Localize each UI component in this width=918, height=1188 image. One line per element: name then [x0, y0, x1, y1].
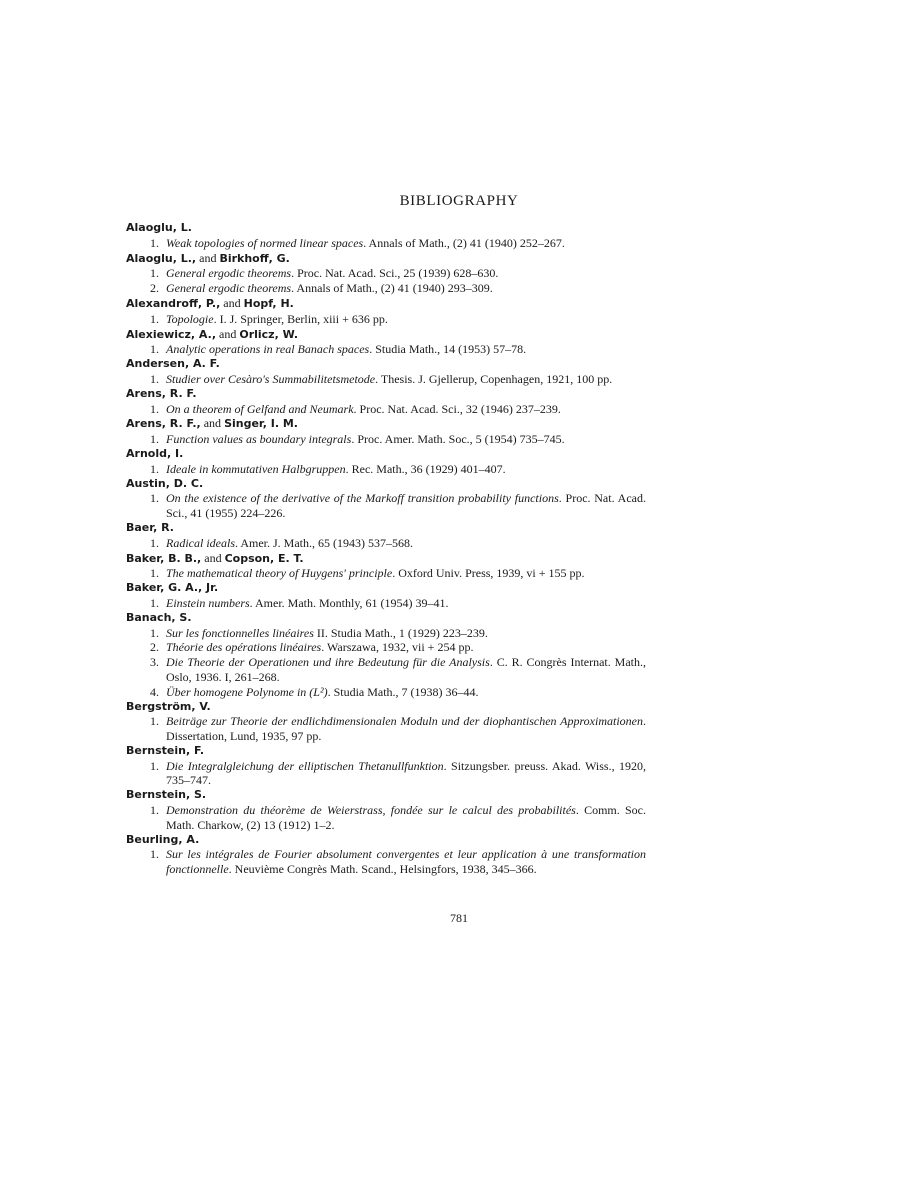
- author-name: Baker, G. A., Jr.: [126, 581, 219, 595]
- bib-entry: [126, 296, 646, 327]
- work-item: [126, 312, 646, 327]
- work-citation: . Proc. Nat. Acad. Sci., 32 (1946) 237–239.: [353, 401, 561, 416]
- work-item: [126, 342, 646, 357]
- work-title: On the existence of the derivative of the Markoff transition probability functions: [166, 491, 559, 506]
- work-item: [126, 596, 646, 611]
- author-name: Singer, I. M.: [224, 417, 298, 431]
- bib-entry: [126, 447, 646, 477]
- work-title: Radical ideals: [166, 535, 235, 550]
- entry-author: [126, 327, 646, 343]
- work-item: [126, 402, 646, 417]
- entry-author: [126, 833, 646, 848]
- work-item: [126, 281, 646, 296]
- bib-entry: [126, 477, 646, 521]
- work-number: 1.: [150, 491, 159, 506]
- author-name: Baer, R.: [126, 520, 174, 534]
- work-item: [126, 626, 646, 641]
- work-title: Function values as boundary integrals: [166, 432, 352, 447]
- work-number: 1.: [150, 595, 159, 610]
- entry-author: [126, 387, 646, 402]
- bib-entry: [126, 221, 646, 251]
- author-name: Austin, D. C.: [126, 476, 204, 490]
- author-connector: and: [216, 326, 240, 341]
- work-item: [126, 685, 646, 700]
- author-connector: and: [220, 295, 244, 310]
- author-name: Banach, S.: [126, 610, 192, 624]
- bib-entry: [126, 833, 646, 877]
- work-title: Über homogene Polynome in (L²): [166, 684, 328, 699]
- work-title: Topologie: [166, 311, 214, 326]
- entry-author: [126, 447, 646, 462]
- work-citation: . Annals of Math., (2) 41 (1940) 293–309.: [291, 281, 493, 296]
- author-name: Alexandroff, P.,: [126, 296, 221, 310]
- work-citation: . Rec. Math., 36 (1929) 401–407.: [345, 461, 506, 476]
- author-connector: and: [200, 416, 225, 431]
- work-number: 1.: [150, 566, 159, 581]
- work-title: On a theorem of Gelfand and Neumark: [166, 401, 354, 416]
- author-name: Bernstein, F.: [126, 743, 205, 757]
- work-citation: . Proc. Nat. Acad. Sci., 25 (1939) 628–630.: [291, 266, 499, 281]
- author-name: Bergström, V.: [126, 699, 211, 713]
- author-name: Hopf, H.: [243, 296, 294, 310]
- entry-author: [126, 251, 646, 267]
- work-citation: . Studia Math., 14 (1953) 57–78.: [369, 342, 527, 357]
- work-number: 1.: [150, 235, 159, 250]
- work-number: 1.: [150, 847, 159, 862]
- work-number: 1.: [150, 401, 159, 416]
- work-citation: . Dissertation, Lund, 1935, 97 pp.: [166, 714, 646, 744]
- work-citation: . Warszawa, 1932, vii + 254 pp.: [321, 640, 474, 655]
- work-title: Einstein numbers: [166, 595, 250, 610]
- author-connector: and: [196, 250, 220, 265]
- author-name: Orlicz, W.: [239, 327, 299, 341]
- page-title: BIBLIOGRAPHY: [399, 193, 519, 209]
- entry-author: [126, 221, 646, 236]
- entry-author: [126, 611, 646, 626]
- work-number: 1.: [150, 535, 159, 550]
- entry-author: [126, 477, 646, 492]
- bib-entry: [126, 387, 646, 417]
- work-citation: II. Studia Math., 1 (1929) 223–239.: [313, 625, 488, 640]
- work-citation: . Studia Math., 7 (1938) 36–44.: [327, 684, 479, 699]
- bib-entry: [126, 744, 646, 788]
- work-title: Analytic operations in real Banach spaces: [166, 342, 370, 357]
- bib-entry: [126, 611, 646, 700]
- entry-author: [126, 521, 646, 536]
- work-item: [126, 847, 646, 877]
- work-item: [126, 803, 646, 833]
- author-name: Alaoglu, L.: [126, 221, 192, 234]
- work-citation: . Oxford Univ. Press, 1939, vi + 155 pp.: [392, 566, 585, 581]
- work-number: 1.: [150, 461, 159, 476]
- work-item: [126, 536, 646, 551]
- work-number: 1.: [150, 714, 159, 729]
- work-number: 1.: [150, 803, 159, 818]
- author-connector: and: [201, 550, 225, 565]
- bib-entry: [126, 551, 646, 582]
- work-number: 1.: [150, 758, 159, 773]
- work-title: Sur les fonctionnelles linéaires: [166, 625, 314, 640]
- bib-entry: [126, 416, 646, 447]
- work-citation: . Proc. Amer. Math. Soc., 5 (1954) 735–745.: [351, 432, 565, 447]
- work-title: Théorie des opérations linéaires: [166, 640, 322, 655]
- bib-entry: [126, 700, 646, 744]
- author-name: Arens, R. F.: [126, 386, 197, 400]
- work-title: Die Theorie der Operationen und ihre Bedeutung für die Analysis: [166, 655, 490, 670]
- author-name: Arnold, I.: [126, 446, 184, 460]
- work-number: 1.: [150, 266, 159, 281]
- work-number: 2.: [150, 281, 159, 296]
- work-citation: . C. R. Congrès Internat. Math., Oslo, 1936. I, 261–268.: [166, 655, 647, 684]
- work-citation: . I. J. Springer, Berlin, xiii + 636 pp.: [213, 311, 388, 326]
- entry-author: [126, 551, 646, 567]
- entry-author: [126, 700, 646, 715]
- entry-author: [126, 788, 646, 803]
- work-title: Beiträge zur Theorie der endlichdimensionalen Moduln und der diophantischen Approximationen: [166, 714, 643, 729]
- work-citation: . Amer. J. Math., 65 (1943) 537–568.: [235, 535, 413, 550]
- work-number: 3.: [150, 655, 159, 670]
- work-item: [126, 759, 646, 789]
- work-title: Sur les intégrales de Fourier absolument convergentes et leur application à une transformation fonctionnelle: [166, 847, 646, 877]
- entry-author: [126, 581, 646, 596]
- work-citation: . Sitzungsber. preuss. Akad. Wiss., 1920, 735–747.: [166, 758, 647, 788]
- bib-entry: [126, 357, 646, 387]
- bib-entry: [126, 581, 646, 611]
- work-citation: . Annals of Math., (2) 41 (1940) 252–267.: [363, 235, 565, 250]
- entry-author: [126, 416, 646, 432]
- work-citation: . Thesis. J. Gjellerup, Copenhagen, 1921, 100 pp.: [375, 371, 613, 386]
- work-number: 1.: [150, 311, 159, 326]
- work-item: [126, 236, 646, 251]
- author-name: Arens, R. F.,: [126, 417, 201, 431]
- work-title: General ergodic theorems: [166, 281, 292, 296]
- author-name: Bernstein, S.: [126, 788, 207, 802]
- work-title: Die Integralgleichung der elliptischen Thetanullfunktion: [166, 758, 444, 773]
- work-number: 1.: [150, 625, 159, 640]
- work-item: [126, 491, 646, 521]
- work-item: [126, 372, 646, 387]
- entry-author: [126, 744, 646, 759]
- work-number: 4.: [150, 684, 159, 699]
- work-item: [126, 640, 646, 655]
- work-title: Demonstration du théorème de Weierstrass, fondée sur le calcul des probabilités: [166, 803, 576, 818]
- work-number: 1.: [150, 371, 159, 386]
- work-number: 1.: [150, 432, 159, 447]
- work-title: The mathematical theory of Huygens' principle: [166, 566, 393, 581]
- work-number: 2.: [150, 640, 159, 655]
- work-title: Studier over Cesàro's Summabilitetsmetode: [166, 371, 376, 386]
- work-number: 1.: [150, 342, 159, 357]
- work-citation: . Comm. Soc. Math. Charkow, (2) 13 (1912) 1–2.: [166, 803, 647, 832]
- entry-author: [126, 357, 646, 372]
- work-item: [126, 266, 646, 281]
- work-citation: . Amer. Math. Monthly, 61 (1954) 39–41.: [249, 595, 449, 610]
- work-item: [126, 432, 646, 447]
- work-item: [126, 714, 646, 744]
- author-name: Andersen, A. F.: [126, 357, 220, 371]
- work-item: [126, 655, 646, 685]
- bib-entry: [126, 251, 646, 296]
- page-number: 781: [450, 911, 468, 925]
- work-title: General ergodic theorems: [166, 266, 292, 281]
- author-name: Alexiewicz, A.,: [126, 327, 217, 341]
- author-name: Alaoglu, L.,: [126, 251, 197, 265]
- entry-author: [126, 296, 646, 312]
- bib-entry: [126, 327, 646, 358]
- author-name: Beurling, A.: [126, 832, 200, 846]
- work-citation: . Neuvième Congrès Math. Scand., Helsingfors, 1938, 345–366.: [228, 862, 537, 877]
- work-title: Weak topologies of normed linear spaces: [166, 235, 364, 250]
- bib-entry: [126, 788, 646, 832]
- work-title: Ideale in kommutativen Halbgruppen: [166, 461, 346, 476]
- work-item: [126, 566, 646, 581]
- author-name: Copson, E. T.: [224, 551, 304, 565]
- author-name: Baker, B. B.,: [126, 551, 202, 565]
- work-citation: . Proc. Nat. Acad. Sci., 41 (1955) 224–226.: [166, 491, 647, 521]
- work-item: [126, 462, 646, 477]
- author-name: Birkhoff, G.: [219, 251, 290, 265]
- bibliography-list: [126, 221, 646, 877]
- bib-entry: [126, 521, 646, 551]
